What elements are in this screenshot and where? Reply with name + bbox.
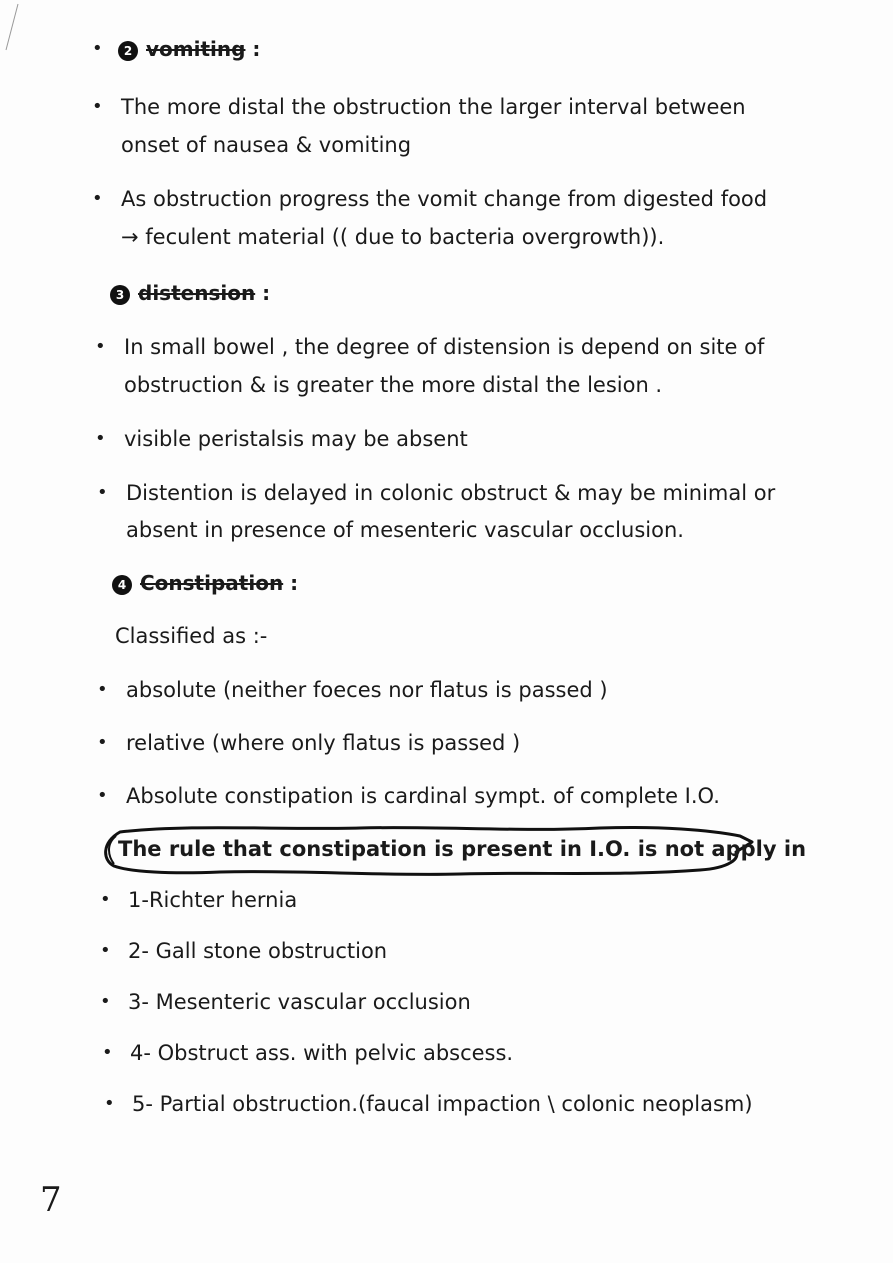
- section-heading-vomiting: 2 vomiting :: [118, 34, 260, 64]
- bullet: •: [97, 785, 108, 806]
- list-item-continuation: absent in presence of mesenteric vascular occlusion.: [126, 518, 684, 542]
- section-heading-constipation: 4 Constipation :: [112, 568, 298, 598]
- section-number-badge: 3: [110, 285, 130, 305]
- list-item: In small bowel , the degree of distension is depend on site of: [124, 335, 765, 359]
- bullet: •: [92, 96, 103, 117]
- exceptions-rule: The rule that constipation is present in I.O. is not apply in: [118, 837, 807, 861]
- list-item: Absolute constipation is cardinal sympt. of complete I.O.: [126, 784, 720, 808]
- bullet: •: [92, 38, 103, 59]
- bullet: •: [95, 428, 106, 449]
- bullet: •: [100, 889, 111, 910]
- bullet: •: [97, 732, 108, 753]
- bullet: •: [100, 940, 111, 961]
- classification-intro: Classified as :-: [115, 624, 268, 648]
- exception-item: 2- Gall stone obstruction: [128, 939, 388, 963]
- list-item-continuation: onset of nausea & vomiting: [121, 133, 412, 157]
- section-number-badge: 4: [112, 575, 132, 595]
- bullet: •: [95, 336, 106, 357]
- section-number-badge: 2: [118, 41, 138, 61]
- exception-item: 4- Obstruct ass. with pelvic abscess.: [130, 1041, 514, 1065]
- pen-mark: [0, 0, 30, 60]
- bullet: •: [100, 991, 111, 1012]
- page-number: 7: [40, 1180, 62, 1220]
- bullet: •: [104, 1093, 115, 1114]
- list-item: visible peristalsis may be absent: [124, 427, 468, 451]
- bullet: •: [97, 482, 108, 503]
- list-item: As obstruction progress the vomit change from digested food: [121, 187, 768, 211]
- list-item-continuation: obstruction & is greater the more distal the lesion .: [124, 373, 663, 397]
- bullet: •: [92, 188, 103, 209]
- exception-item: 3- Mesenteric vascular occlusion: [128, 990, 471, 1014]
- list-item: Distention is delayed in colonic obstruct & may be minimal or: [126, 481, 776, 505]
- list-item: absolute (neither foeces nor flatus is passed ): [126, 678, 608, 702]
- list-item-continuation: → feculent material (( due to bacteria overgrowth)).: [121, 225, 665, 249]
- bullet: •: [97, 679, 108, 700]
- bullet: •: [102, 1042, 113, 1063]
- section-heading-distension: 3 distension :: [110, 278, 270, 308]
- exception-item: 5- Partial obstruction.(faucal impaction \ colonic neoplasm): [132, 1092, 753, 1116]
- exception-item: 1-Richter hernia: [128, 888, 298, 912]
- list-item: The more distal the obstruction the larger interval between: [121, 95, 746, 119]
- list-item: relative (where only flatus is passed ): [126, 731, 521, 755]
